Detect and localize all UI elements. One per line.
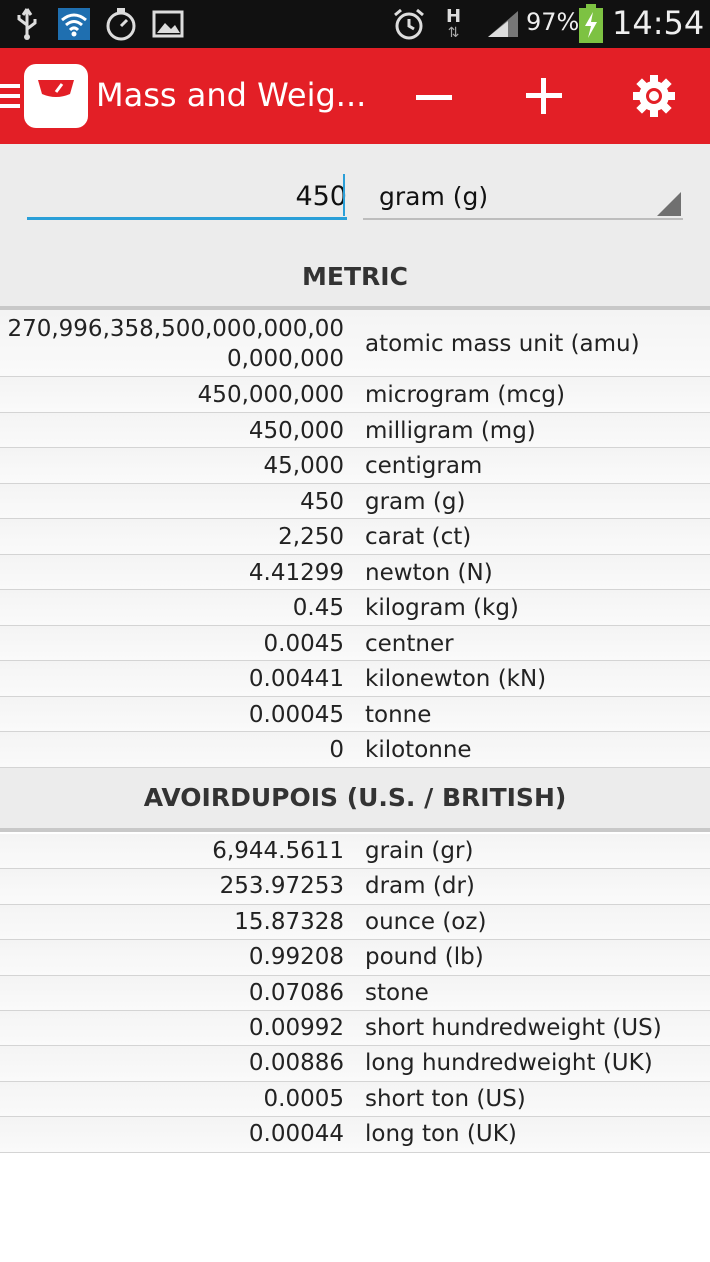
row-value: 0 <box>329 737 344 763</box>
clock: 14:54 <box>612 4 705 42</box>
list-item[interactable] <box>0 834 710 869</box>
row-value: 4.41299 <box>248 559 344 586</box>
app-title: Mass and Weig... <box>96 76 367 114</box>
row-unit: centigram <box>365 453 483 479</box>
network-type-label: H <box>446 6 462 27</box>
list-item[interactable] <box>0 976 710 1011</box>
list-item[interactable] <box>0 940 710 975</box>
alarm-icon <box>392 0 426 48</box>
row-value: 0.45 <box>292 595 344 621</box>
unit-dropdown[interactable] <box>363 176 683 220</box>
gallery-icon <box>152 0 184 48</box>
unit-dropdown-label: gram (g) <box>379 182 489 211</box>
row-unit: milligram (mg) <box>365 417 536 444</box>
list-item[interactable] <box>0 1046 710 1081</box>
row-unit: newton (N) <box>365 559 493 586</box>
avoirdupois-list <box>0 834 710 1153</box>
list-item[interactable] <box>0 590 710 626</box>
row-value: 0.00992 <box>248 1014 344 1041</box>
list-item[interactable] <box>0 519 710 555</box>
row-value: 253.97253 <box>219 873 344 900</box>
row-value: 15.87328 <box>234 908 344 935</box>
row-unit: kilonewton (kN) <box>365 666 547 692</box>
row-value: 0.00045 <box>248 701 344 728</box>
row-unit: dram (dr) <box>365 873 475 900</box>
list-item[interactable] <box>0 1117 710 1152</box>
list-item[interactable] <box>0 1011 710 1046</box>
section-header-metric <box>0 246 710 310</box>
row-unit: long hundredweight (UK) <box>365 1050 653 1077</box>
battery-percent: 97% <box>526 8 580 36</box>
row-value: 0.00886 <box>248 1050 344 1077</box>
row-value: 45,000 <box>263 453 344 479</box>
settings-gear-icon[interactable] <box>632 74 676 118</box>
list-item[interactable] <box>0 905 710 940</box>
battery-charging-icon <box>578 0 604 48</box>
list-item[interactable] <box>0 413 710 449</box>
row-value: 270,996,358,500,000,000,00 0,000,000 <box>7 316 344 372</box>
row-value: 2,250 <box>278 524 344 550</box>
row-value: 450,000,000 <box>197 382 344 408</box>
row-unit: short hundredweight (US) <box>365 1014 662 1041</box>
row-value: 0.0005 <box>263 1085 344 1112</box>
section-title: METRIC <box>302 262 408 291</box>
wifi-icon <box>58 0 90 48</box>
list-item[interactable] <box>0 626 710 662</box>
row-unit: microgram (mcg) <box>365 382 565 408</box>
row-value: 0.00044 <box>248 1121 344 1148</box>
value-input[interactable] <box>27 176 347 220</box>
row-value: 0.00441 <box>248 666 344 692</box>
signal-icon <box>486 0 520 48</box>
dropdown-arrow-icon <box>657 192 681 216</box>
row-unit: carat (ct) <box>365 524 472 550</box>
minus-icon[interactable] <box>414 78 454 118</box>
metric-list <box>0 310 710 768</box>
list-item[interactable] <box>0 448 710 484</box>
scale-icon[interactable] <box>24 64 88 128</box>
row-unit: stone <box>365 979 429 1006</box>
app-bar <box>0 48 710 144</box>
section-header-avoirdupois <box>0 768 710 832</box>
list-item[interactable] <box>0 1082 710 1117</box>
row-unit: ounce (oz) <box>365 908 487 935</box>
row-value: 0.99208 <box>248 944 344 971</box>
row-unit: kilogram (kg) <box>365 595 519 621</box>
list-item[interactable] <box>0 484 710 520</box>
list-item[interactable] <box>0 732 710 768</box>
row-unit: short ton (US) <box>365 1085 526 1112</box>
row-unit: tonne <box>365 701 432 728</box>
row-value: 6,944.5611 <box>212 838 344 864</box>
row-value: 450 <box>300 488 344 515</box>
list-item[interactable] <box>0 555 710 591</box>
row-unit: long ton (UK) <box>365 1121 517 1148</box>
menu-icon[interactable] <box>0 82 20 110</box>
list-item[interactable] <box>0 310 710 377</box>
row-unit: gram (g) <box>365 488 466 515</box>
row-unit: atomic mass unit (amu) <box>365 331 640 357</box>
section-title: AVOIRDUPOIS (U.S. / BRITISH) <box>143 783 567 812</box>
list-item[interactable] <box>0 697 710 733</box>
list-item[interactable] <box>0 869 710 904</box>
row-value: 0.0045 <box>263 630 344 657</box>
row-value: 0.07086 <box>248 979 344 1006</box>
row-unit: pound (lb) <box>365 944 484 971</box>
row-value: 450,000 <box>248 417 344 444</box>
list-item[interactable] <box>0 661 710 697</box>
stopwatch-icon <box>104 0 138 48</box>
data-arrows-icon: H ⇅ <box>446 6 462 41</box>
row-unit: kilotonne <box>365 737 472 763</box>
plus-icon[interactable] <box>524 76 564 116</box>
list-item[interactable] <box>0 377 710 413</box>
usb-icon <box>14 0 40 48</box>
status-bar <box>0 0 710 48</box>
text-cursor <box>343 174 345 216</box>
row-unit: centner <box>365 630 454 657</box>
row-unit: grain (gr) <box>365 838 474 864</box>
